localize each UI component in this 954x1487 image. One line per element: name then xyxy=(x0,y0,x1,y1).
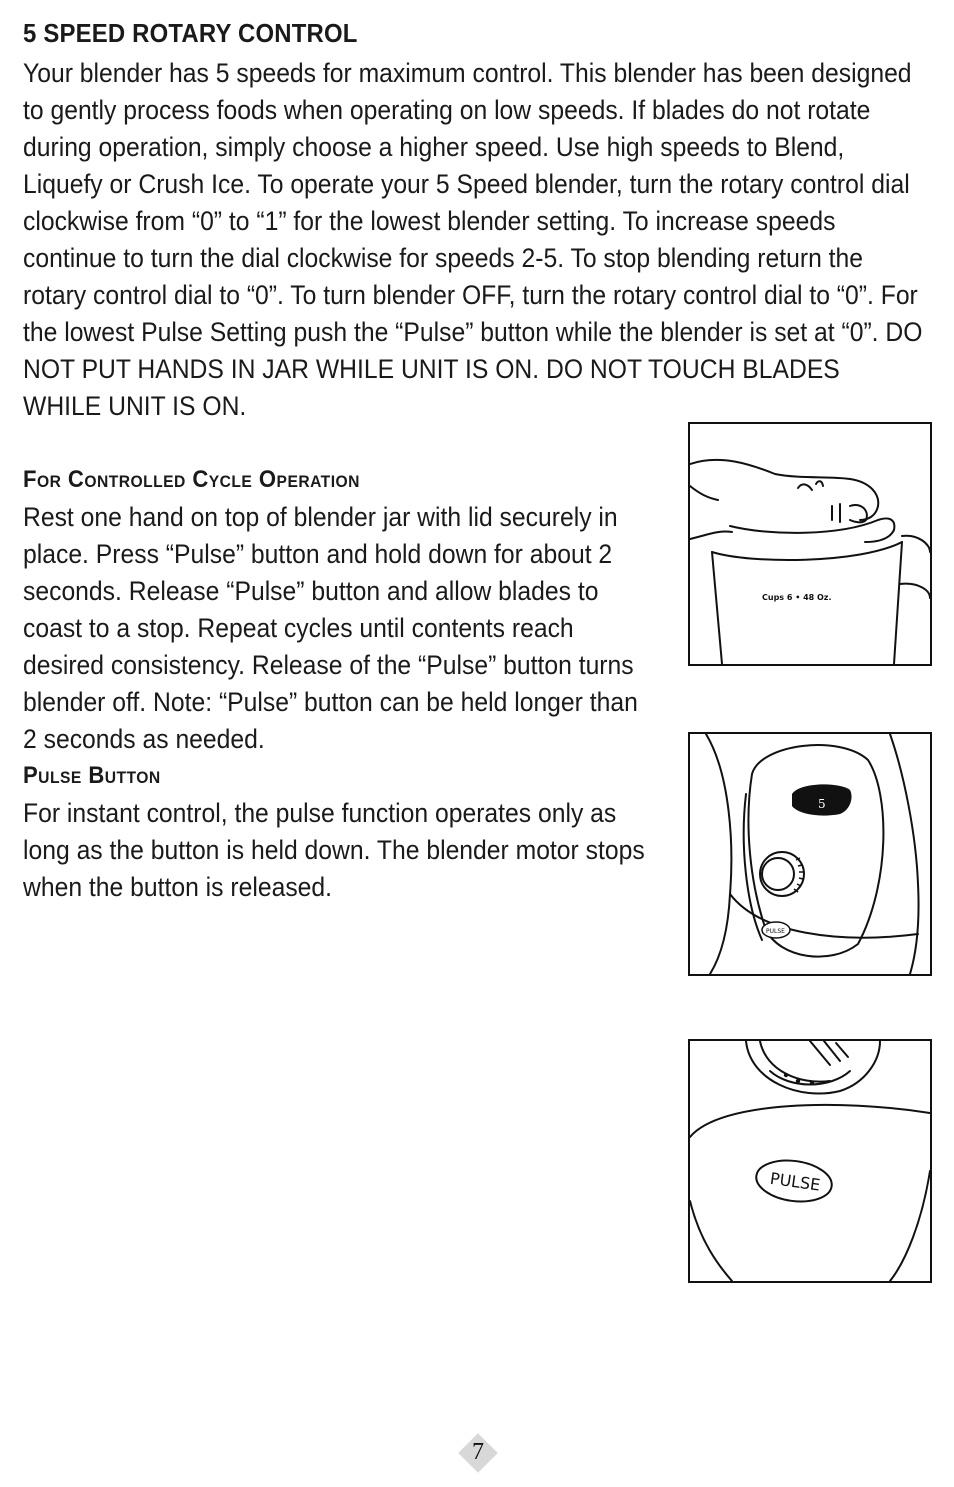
pulse-button-large-label: PULSE xyxy=(768,1168,822,1195)
pulse-button-closeup-illustration xyxy=(688,1039,932,1283)
hand-on-jar-illustration xyxy=(688,422,932,666)
page-title: 5 SPEED ROTARY CONTROL xyxy=(23,18,358,48)
intro-paragraph: Your blender has 5 speeds for maximum control. This blender has been designed to gently process foods when operating on low speeds. If blades do not rotate during operation, simply choose a higher speed. Use high speeds to Blend, Liquefy or Crush Ice. To operate your 5 Speed blender, turn the rotary control dial clockwise from “0” to “1” for the lowest blender setting. To increase speeds continue to turn the dial clockwise for speeds 2-5. To stop blending return the rotary control dial to “0”. To turn blender OFF, turn the rotary control dial to “0”. For the lowest Pulse Setting push the “Pulse” button while the blender is set at “0”. DO NOT PUT HANDS IN JAR WHILE UNIT IS ON. DO NOT TOUCH BLADES WHILE UNIT IS ON. xyxy=(23,58,923,421)
blender-base-illustration xyxy=(688,732,932,976)
section-body-pulse-button: For instant control, the pulse function operates only as long as the button is held down. The blender motor stops when the button is released. xyxy=(23,798,645,902)
dial-speed-indicator: 5 xyxy=(818,797,826,811)
page-number xyxy=(459,1434,497,1472)
pulse-button-small-label: PULSE xyxy=(766,928,785,935)
section-heading-controlled-cycle: For Controlled Cycle Operation xyxy=(23,466,360,493)
section-body-controlled-cycle: Rest one hand on top of blender jar with lid securely in place. Press “Pulse” button and hold down for about 2 seconds. Release “Pulse” button and allow blades to coast to a stop. Repeat cycles until contents reach desired consistency. Release of the “Pulse” button turns blender off. Note: “Pulse” button can be held longer than 2 seconds as needed. xyxy=(23,502,638,754)
page-number-text: 7 xyxy=(472,1439,484,1465)
section-heading-pulse-button: Pulse Button xyxy=(23,762,161,789)
jar-capacity-label: Cups 6 • 48 Oz. xyxy=(762,593,832,602)
